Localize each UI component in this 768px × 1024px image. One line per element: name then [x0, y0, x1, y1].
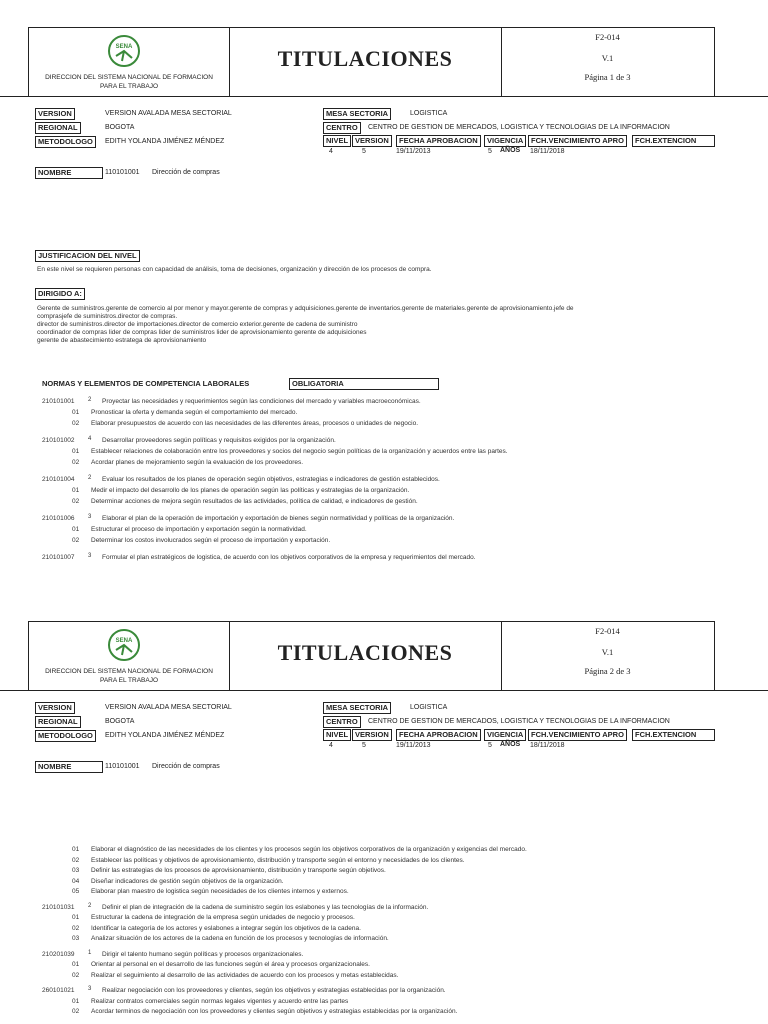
elemento-text: Establecer las políticas y objetivos de aprovisionamiento, distribución y transporte según el entorno y necesidades de los clientes. — [91, 856, 465, 864]
norma-count: 3 — [88, 553, 92, 559]
justificacion-label: JUSTIFICACION DEL NIVEL — [35, 250, 140, 262]
nivel-label: NIVEL — [323, 135, 351, 147]
page-title: TITULACIONES — [277, 46, 453, 71]
elemento-text: Elaborar el diagnóstico de las necesidades de los clientes y los procesos según los objetivos corporativos de la organización y exigencias del mercado. — [91, 846, 527, 853]
norma-code: 210101031 — [42, 903, 75, 911]
divider — [0, 690, 768, 691]
elemento-text: Analizar situación de los actores de la cadena en función de los procesos y tecnologías de información. — [91, 935, 389, 942]
elemento-code: 02 — [72, 537, 80, 544]
nombre-label: NOMBRE — [35, 167, 103, 179]
nombre-code: 110101001 — [105, 169, 140, 176]
norma-text: Dirigir el talento humano según políticas y procesos organizacionales. — [102, 950, 304, 958]
elemento-code: 01 — [72, 526, 80, 533]
norma-code: 210101004 — [42, 476, 75, 483]
page-number: Página 1 de 3 — [584, 72, 631, 82]
elemento-text: Establecer relaciones de colaboración entre los proveedores y socios del negocio según políticas de la organización y acuerdos entre las partes. — [91, 448, 508, 455]
elemento-code: 02 — [72, 971, 80, 979]
elemento-text: Estructurar la cadena de integración de la empresa según unidades de negocio y procesos. — [91, 914, 355, 921]
elemento-text: Orientar al personal en el desarrollo de las funciones según el área y procesos organizacionales. — [91, 961, 370, 968]
obligatoria-label: OBLIGATORIA — [289, 378, 439, 390]
fchv-label: FCH.VENCIMIENTO APRO — [528, 135, 627, 147]
fecha-label: FECHA APROBACION — [396, 729, 481, 741]
fecha-value: 19/11/2013 — [396, 742, 431, 749]
norma-count: 2 — [88, 902, 92, 909]
nombre-label: NOMBRE — [35, 761, 103, 773]
doc-code: F2-014 — [595, 626, 620, 636]
nombre-value: Dirección de compras — [152, 763, 220, 770]
metodologo-label: METODOLOGO — [35, 730, 96, 742]
dirigido-line: comprasjefe de suministros.director de compras. — [37, 313, 178, 320]
nivel-value: 4 — [329, 148, 333, 155]
norma-code: 210101006 — [42, 515, 75, 522]
elemento-code: 01 — [72, 846, 80, 853]
elemento-code: 02 — [72, 498, 80, 505]
norma-code: 210201039 — [42, 950, 75, 958]
elemento-code: 02 — [72, 1008, 80, 1015]
regional-label: REGIONAL — [35, 716, 81, 728]
mesa-value: LOGISTICA — [410, 110, 448, 117]
elemento-text: Acordar planes de mejoramiento según la evaluación de los proveedores. — [91, 459, 304, 466]
norma-text: Elaborar el plan de la operación de importación y exportación de bienes según normatividad y políticas de la organización. — [102, 515, 455, 522]
norma-text: Definir el plan de integración de la cadena de suministro según los eslabones y las tecnologías de la información. — [102, 903, 429, 911]
elemento-code: 02 — [72, 459, 80, 466]
page2-header — [28, 621, 715, 691]
elemento-code: 01 — [72, 997, 80, 1005]
norma-text: Evaluar los resultados de los planes de operación según objetivos, estrategias e indicadores de gestión establecidos. — [102, 476, 440, 483]
centro-value: CENTRO DE GESTION DE MERCADOS, LOGISTICA Y TECNOLOGIAS DE LA INFORMACION — [368, 718, 670, 725]
divider — [0, 96, 768, 97]
doc-version: V.1 — [601, 53, 614, 63]
norma-count: 1 — [88, 949, 92, 956]
ver-label: VERSION — [352, 729, 392, 741]
elemento-text: Determinar acciones de mejora según resultados de las actividades, política de calidad, e indicadores de gestión. — [91, 498, 418, 505]
norma-text: Proyectar las necesidades y requerimientos según las condiciones del mercado y variables macroeconómicas. — [102, 398, 421, 405]
org-line-1: DIRECCION DEL SISTEMA NACIONAL DE FORMACION — [45, 74, 213, 81]
version-label: VERSION — [35, 702, 75, 714]
version-value: VERSION AVALADA MESA SECTORIAL — [105, 704, 232, 711]
elemento-code: 01 — [72, 409, 80, 416]
norma-count: 3 — [88, 986, 92, 992]
nombre-value: Dirección de compras — [152, 169, 220, 176]
sena-logo-icon — [107, 628, 141, 662]
elemento-code: 01 — [72, 487, 80, 494]
metodologo-value: EDITH YOLANDA JIMÉNEZ MÉNDEZ — [105, 732, 225, 739]
norma-code: 260101021 — [42, 987, 75, 994]
centro-label: CENTRO — [323, 122, 361, 134]
elemento-code: 02 — [72, 856, 80, 864]
elemento-text: Acordar terminos de negociación con los proveedores y clientes según objetivos y estrategias establecidas por la organización. — [91, 1008, 458, 1015]
org-name — [29, 73, 229, 91]
dirigido-line: director de suministros.director de importaciones.director de comercio exterior.gerente de cadena de suministro — [37, 321, 358, 328]
dirigido-line: coordinador de compras lider de compras lider de suministros lider de aprovisionamiento gerente de adquisiciones — [37, 329, 367, 336]
norma-code: 210101007 — [42, 554, 75, 561]
centro-value: CENTRO DE GESTION DE MERCADOS, LOGISTICA Y TECNOLOGIAS DE LA INFORMACION — [368, 124, 670, 131]
vigencia-value: 5 — [488, 148, 492, 155]
version-value: VERSION AVALADA MESA SECTORIAL — [105, 110, 232, 117]
vigencia-value: 5 — [488, 742, 492, 749]
org-line-2: PARA EL TRABAJO — [99, 677, 159, 684]
norma-code: 210101001 — [42, 398, 75, 405]
org-name — [29, 667, 229, 685]
elemento-code: 04 — [72, 877, 80, 885]
vigencia-label: VIGENCIA — [484, 729, 526, 741]
norma-text: Desarrollar proveedores según políticas y requisitos exigidos por la organización. — [102, 437, 336, 444]
org-line-1: DIRECCION DEL SISTEMA NACIONAL DE FORMACION — [45, 668, 213, 675]
page-title: TITULACIONES — [277, 640, 453, 665]
fecha-value: 19/11/2013 — [396, 148, 431, 155]
centro-label: CENTRO — [323, 716, 361, 728]
metodologo-value: EDITH YOLANDA JIMÉNEZ MÉNDEZ — [105, 138, 225, 145]
regional-value: BOGOTA — [105, 124, 135, 131]
svg-text:SENA: SENA — [115, 44, 133, 50]
nivel-label: NIVEL — [323, 729, 351, 741]
title-cell — [229, 622, 502, 690]
fchv-label: FCH.VENCIMIENTO APRO — [528, 729, 627, 741]
fche-label: FCH.EXTENCION — [632, 729, 715, 741]
sena-logo-icon — [107, 34, 141, 68]
dirigido-line: gerente de abastecimiento estratega de aprovisionamiento — [37, 337, 207, 344]
normas-label: NORMAS Y ELEMENTOS DE COMPETENCIA LABORALES — [42, 379, 250, 388]
dirigido-label: DIRIGIDO A: — [35, 288, 85, 300]
elemento-text: Definir las estrategias de los procesos de aprovisionamiento, distribución y transporte según objetivos. — [91, 867, 386, 874]
org-line-2: PARA EL TRABAJO — [99, 83, 159, 90]
elemento-text: Estructurar el proceso de importación y exportación según la normatividad. — [91, 526, 307, 533]
svg-text:SENA: SENA — [115, 638, 133, 644]
doc-code: F2-014 — [595, 32, 620, 42]
elemento-code: 03 — [72, 867, 80, 874]
page1-header — [28, 27, 715, 97]
elemento-code: 01 — [72, 448, 80, 455]
metodologo-label: METODOLOGO — [35, 136, 96, 148]
justificacion-text: En este nivel se requieren personas con capacidad de análisis, toma de decisiones, organización y dirección de los procesos de compra. — [37, 266, 432, 273]
nombre-code: 110101001 — [105, 763, 140, 770]
mesa-label: MESA SECTORIA — [323, 702, 391, 714]
elemento-text: Realizar contratos comerciales según normas legales vigentes y acuerdo entre las partes — [91, 997, 349, 1005]
org-cell — [29, 622, 230, 690]
elemento-text: Identificar la categoría de los actores y eslabones a integrar según los objetivos de la cadena. — [91, 924, 361, 932]
elemento-code: 03 — [72, 935, 80, 942]
vigencia-label: VIGENCIA — [484, 135, 526, 147]
anos-label: AÑOS — [500, 741, 521, 748]
elemento-code: 05 — [72, 888, 80, 895]
dirigido-text — [37, 305, 727, 345]
dirigido-line: Gerente de suministros.gerente de comercio al por menor y mayor.gerente de compras y adquisiciones.gerente de inventarios.gerente de materiales.gerente de aprovisionamiento.jefe de — [37, 305, 574, 312]
mesa-value: LOGISTICA — [410, 704, 448, 711]
elemento-code: 01 — [72, 961, 80, 968]
anos-label: AÑOS — [500, 147, 521, 154]
page-number: Página 2 de 3 — [584, 666, 631, 676]
ver-label: VERSION — [352, 135, 392, 147]
norma-text: Realizar negociación con los proveedores y clientes, según los objetivos y estrategias establecidas por la organización. — [102, 987, 446, 994]
fchv-value: 18/11/2018 — [530, 742, 565, 749]
title-cell — [229, 28, 502, 96]
norma-count: 3 — [88, 514, 92, 520]
ver-value: 5 — [362, 148, 366, 155]
norma-count: 2 — [88, 475, 92, 481]
elemento-code: 01 — [72, 914, 80, 921]
elemento-text: Realizar el seguimiento al desarrollo de las actividades de acuerdo con los procesos y metas establecidas. — [91, 971, 399, 979]
nivel-value: 4 — [329, 742, 333, 749]
elemento-text: Pronosticar la oferta y demanda según el comportamiento del mercado. — [91, 409, 298, 416]
mesa-label: MESA SECTORIA — [323, 108, 391, 120]
elemento-text: Elaborar presupuestos de acuerdo con las necesidades de las diferentes áreas, procesos o unidades de negocio. — [91, 420, 419, 427]
elemento-text: Diseñar indicadores de gestión según objetivos de la organización. — [91, 877, 284, 885]
org-cell — [29, 28, 230, 96]
regional-label: REGIONAL — [35, 122, 81, 134]
norma-text: Formular el plan estratégicos de logistica, de acuerdo con los objetivos corporativos de la empresa y requerimientos del mercado. — [102, 554, 476, 561]
elemento-text: Determinar los costos involucrados según el proceso de importación y exportación. — [91, 537, 331, 544]
fchv-value: 18/11/2018 — [530, 148, 565, 155]
meta-cell — [501, 28, 714, 96]
meta-cell — [501, 622, 714, 690]
regional-value: BOGOTA — [105, 718, 135, 725]
elemento-text: Medir el impacto del desarrollo de los planes de operación según las políticas y estrategias de la organización. — [91, 487, 410, 494]
fche-label: FCH.EXTENCION — [632, 135, 715, 147]
elemento-text: Elaborar plan maestro de logistica según necesidades de los clientes internos y externos. — [91, 888, 349, 895]
doc-version: V.1 — [601, 647, 614, 657]
ver-value: 5 — [362, 742, 366, 749]
norma-count: 2 — [88, 397, 92, 403]
elemento-code: 02 — [72, 420, 80, 427]
fecha-label: FECHA APROBACION — [396, 135, 481, 147]
norma-count: 4 — [88, 436, 92, 442]
elemento-code: 02 — [72, 924, 80, 932]
version-label: VERSION — [35, 108, 75, 120]
norma-code: 210101002 — [42, 437, 75, 444]
